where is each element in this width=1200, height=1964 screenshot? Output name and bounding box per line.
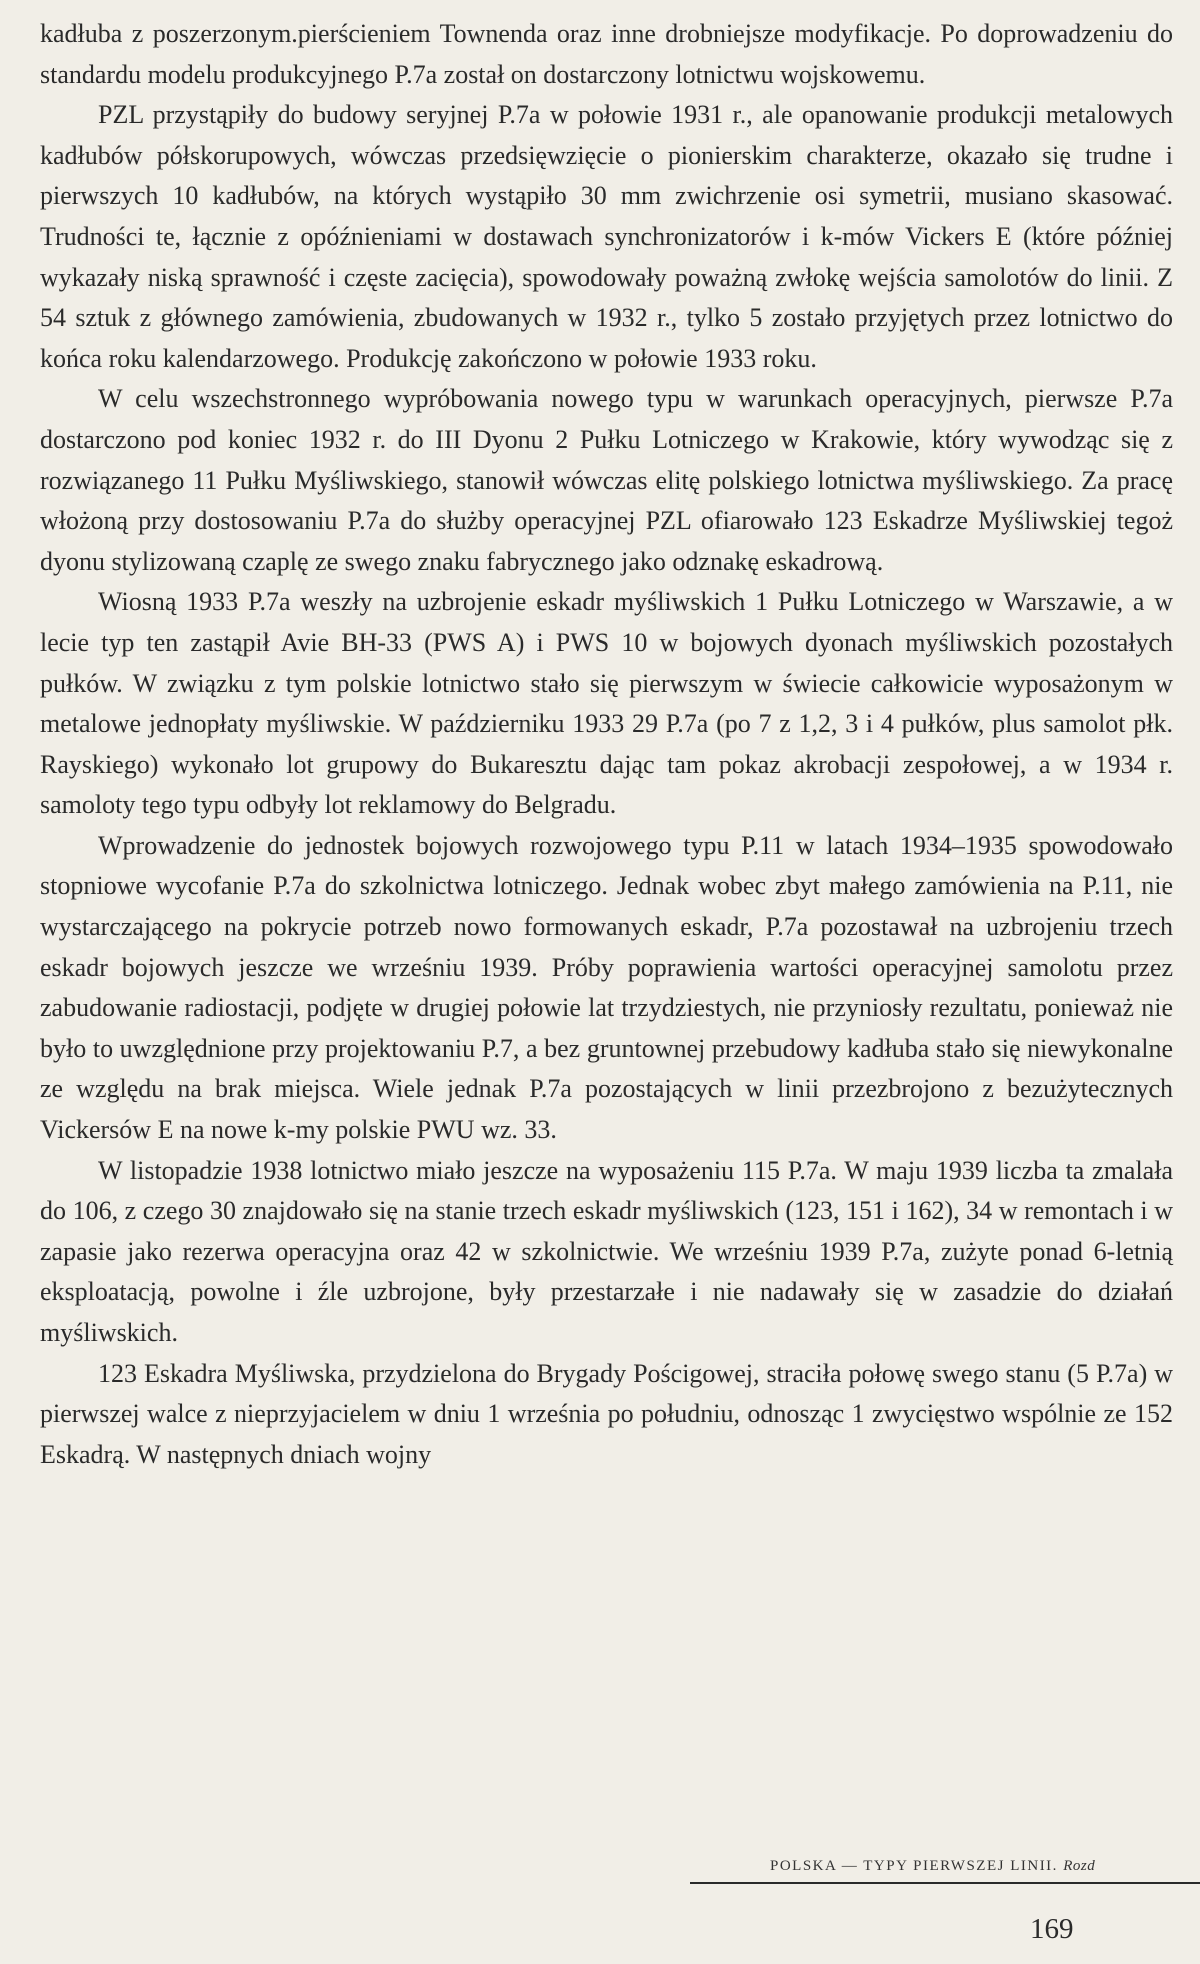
page-number: 169: [1030, 1913, 1074, 1945]
page-body: [40, 14, 1173, 1475]
paragraph-2: PZL przystąpiły do budowy seryjnej P.7a w połowie 1931 r., ale opanowanie produkcji metalowych kadłubów półskorupowych, wówczas przedsięwzięcie o pionierskim charakterze, okazało się trudne i pierwszych 10 kadłubów, na których wystąpiło 30 mm zwichrzenie osi symetrii, musiano skasować. Trudności te, łącznie z opóźnieniami w dostawach synchronizatorów i k-mów Vickers E (które później wykazały niską sprawność i częste zacięcia), spowodowały poważną zwłokę wejścia samolotów do linii. Z 54 sztuk z głównego zamówienia, zbudowanych w 1932 r., tylko 5 zostało przyjętych przez lotnictwo do końca roku kalendarzowego. Produkcję zakończono w połowie 1933 roku.: [40, 100, 1173, 373]
paragraph-3: W celu wszechstronnego wypróbowania nowego typu w warunkach operacyjnych, pierwsze P.7a dostarczono pod koniec 1932 r. do III Dyonu 2 Pułku Lotniczego w Krakowie, który wywodząc się z rozwiązanego 11 Pułku Myśliwskiego, stanowił wówczas elitę polskiego lotnictwa myśliwskiego. Za pracę włożoną przy dostosowaniu P.7a do służby operacyjnej PZL ofiarowało 123 Eskadrze Myśliwskiej tegoż dyonu stylizowaną czaplę ze swego znaku fabrycznego jako odznakę eskadrową.: [40, 384, 1173, 576]
paragraph-4: Wiosną 1933 P.7a weszły na uzbrojenie eskadr myśliwskich 1 Pułku Lotniczego w Warszawie, a w lecie typ ten zastąpił Avie BH-33 (PWS A) i PWS 10 w bojowych dyonach myśliwskich pozostałych pułków. W związku z tym polskie lotnictwo stało się pierwszym w świecie całkowicie wyposażonym w metalowe jednopłaty myśliwskie. W październiku 1933 29 P.7a (po 7 z 1,2, 3 i 4 pułków, plus samolot płk. Rayskiego) wykonało lot grupowy do Bukaresztu dając tam pokaz akrobacji zespołowej, a w 1934 r. samoloty tego typu odbyły lot reklamowy do Belgradu.: [40, 587, 1173, 820]
running-head-text: POLSKA — TYPY PIERWSZEJ LINII.: [770, 1858, 1058, 1874]
paragraph-6: W listopadzie 1938 lotnictwo miało jeszcze na wyposażeniu 115 P.7a. W maju 1939 liczba ta zmalała do 106, z czego 30 znajdowało się na stanie trzech eskadr myśliwskich (123, 151 i 162), 34 w remontach i w zapasie jako rezerwa operacyjna oraz 42 w szkolnictwie. We wrześniu 1939 P.7a, zużyte ponad 6-letnią eksploatacją, powolne i źle uzbrojone, były przestarzałe i nie nadawały się w zasadzie do działań myśliwskich.: [40, 1155, 1173, 1347]
running-head-chapter: Rozd: [1063, 1858, 1096, 1874]
running-head: [770, 1858, 1095, 1875]
page-footer: [690, 1856, 1200, 1896]
paragraph-7: 123 Eskadra Myśliwska, przydzielona do Brygady Pościgowej, straciła połowę swego stanu (5 P.7a) w pierwszej walce z nieprzyjacielem w dniu 1 września po południu, odnosząc 1 zwycięstwo wspólnie ze 152 Eskadrą. W następnych dniach wojny: [40, 1358, 1173, 1469]
paragraph-5: Wprowadzenie do jednostek bojowych rozwojowego typu P.11 w latach 1934–1935 spowodowało stopniowe wycofanie P.7a do szkolnictwa lotniczego. Jednak wobec zbyt małego zamówienia na P.11, nie wystarczającego na pokrycie potrzeb nowo formowanych eskadr, P.7a pozostawał na uzbrojeniu trzech eskadr bojowych jeszcze we wrześniu 1939. Próby poprawienia wartości operacyjnej samolotu przez zabudowanie radiostacji, podjęte w drugiej połowie lat trzydziestych, nie przyniosły rezultatu, ponieważ nie było to uwzględnione przy projektowaniu P.7, a bez gruntownej przebudowy kadłuba stało się niewykonalne ze względu na brak miejsca. Wiele jednak P.7a pozostających w linii przezbrojono z bezużytecznych Vickersów E na nowe k-my polskie PWU wz. 33.: [40, 830, 1173, 1145]
footer-rule: [690, 1882, 1200, 1884]
paragraph-1: kadłuba z poszerzonym.pierścieniem Townenda oraz inne drobniejsze modyfikacje. Po doprowadzeniu do standardu modelu produkcyjnego P.7a został on dostarczony lotnictwu wojskowemu.: [40, 19, 1173, 89]
